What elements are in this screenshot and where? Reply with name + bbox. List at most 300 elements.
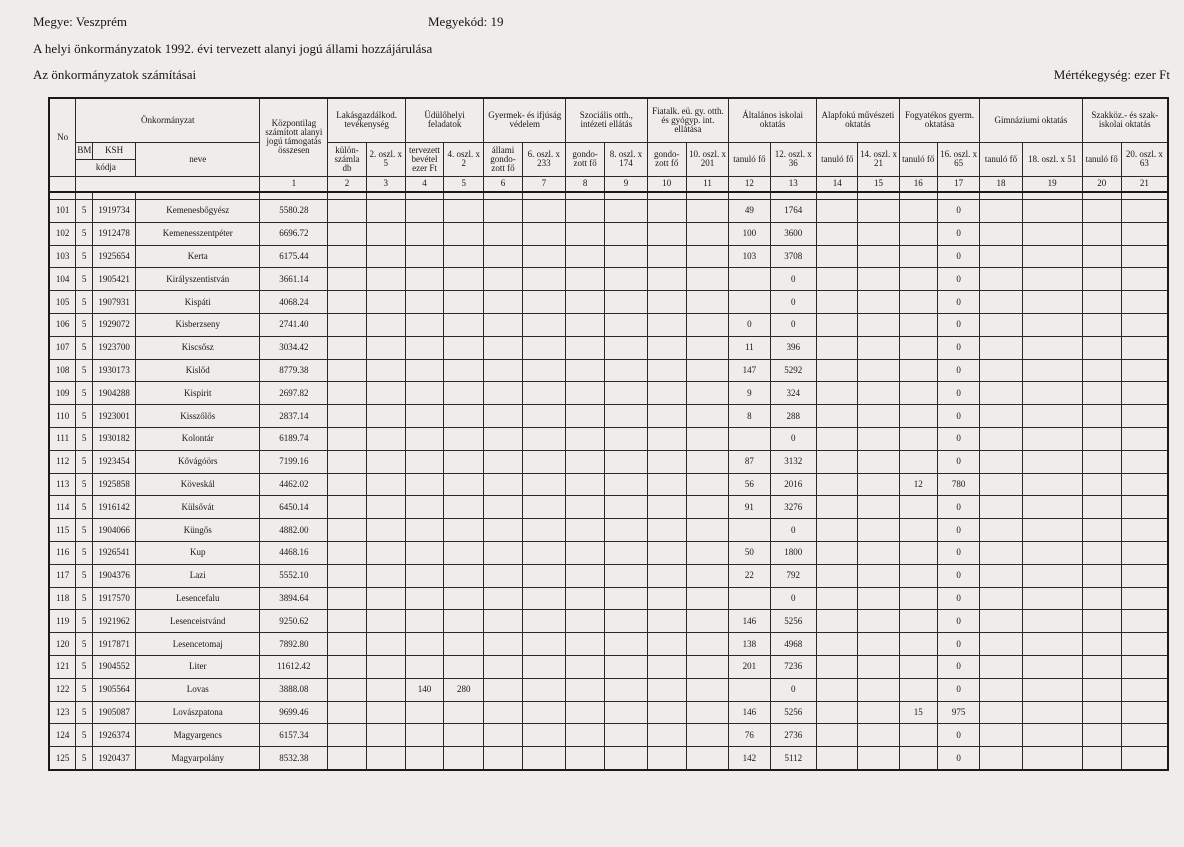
row-col6 bbox=[484, 724, 522, 747]
header-colnum: 7 bbox=[522, 176, 565, 192]
row-no: 114 bbox=[49, 496, 76, 519]
row-col5 bbox=[444, 268, 484, 291]
row-col10 bbox=[647, 610, 686, 633]
row-col13: 5256 bbox=[770, 610, 817, 633]
row-col12 bbox=[729, 587, 770, 610]
row-name: Kemenesszentpéter bbox=[136, 222, 260, 245]
row-total: 6450.14 bbox=[260, 496, 328, 519]
row-col20 bbox=[1082, 564, 1121, 587]
row-col4 bbox=[405, 291, 443, 314]
row-col7 bbox=[522, 541, 565, 564]
header-sub-7: 6. oszl. x 233 bbox=[522, 142, 565, 176]
row-col12: 201 bbox=[729, 655, 770, 678]
row-bm: 5 bbox=[76, 291, 93, 314]
row-col6 bbox=[484, 610, 522, 633]
row-col21 bbox=[1121, 747, 1168, 770]
row-col2 bbox=[328, 519, 366, 542]
row-col14 bbox=[817, 519, 858, 542]
row-col21 bbox=[1121, 564, 1168, 587]
row-col10 bbox=[647, 336, 686, 359]
row-bm: 5 bbox=[76, 541, 93, 564]
row-col9 bbox=[605, 496, 647, 519]
row-col3 bbox=[366, 222, 405, 245]
row-bm: 5 bbox=[76, 724, 93, 747]
row-col3 bbox=[366, 427, 405, 450]
row-col5 bbox=[444, 450, 484, 473]
row-col14 bbox=[817, 655, 858, 678]
row-col16 bbox=[899, 633, 937, 656]
row-col15 bbox=[858, 701, 899, 724]
row-col11 bbox=[686, 405, 728, 428]
row-col21 bbox=[1121, 405, 1168, 428]
row-col14 bbox=[817, 382, 858, 405]
row-col11 bbox=[686, 359, 728, 382]
row-col6 bbox=[484, 291, 522, 314]
row-col3 bbox=[366, 359, 405, 382]
row-col21 bbox=[1121, 633, 1168, 656]
row-col12: 146 bbox=[729, 610, 770, 633]
row-col8 bbox=[566, 678, 605, 701]
row-no: 102 bbox=[49, 222, 76, 245]
row-col20 bbox=[1082, 724, 1121, 747]
row-col6 bbox=[484, 268, 522, 291]
row-col12: 146 bbox=[729, 701, 770, 724]
row-no: 113 bbox=[49, 473, 76, 496]
table-row bbox=[49, 724, 1168, 747]
row-col4 bbox=[405, 747, 443, 770]
row-col15 bbox=[858, 519, 899, 542]
row-col7 bbox=[522, 245, 565, 268]
row-col10 bbox=[647, 245, 686, 268]
row-col17: 0 bbox=[937, 541, 979, 564]
row-col6 bbox=[484, 245, 522, 268]
row-col19 bbox=[1022, 564, 1082, 587]
row-col10 bbox=[647, 519, 686, 542]
row-total: 4068.24 bbox=[260, 291, 328, 314]
row-col12: 76 bbox=[729, 724, 770, 747]
row-col18 bbox=[980, 382, 1022, 405]
header-sub-6: állami gondo-zott fő bbox=[484, 142, 522, 176]
row-col2 bbox=[328, 678, 366, 701]
row-name: Kisberzseny bbox=[136, 313, 260, 336]
row-col10 bbox=[647, 313, 686, 336]
row-no: 120 bbox=[49, 633, 76, 656]
header-group-2: Üdülőhelyi feladatok bbox=[405, 98, 484, 142]
row-name: Külsővát bbox=[136, 496, 260, 519]
row-col6 bbox=[484, 222, 522, 245]
row-col9 bbox=[605, 382, 647, 405]
row-col11 bbox=[686, 222, 728, 245]
row-col13: 3708 bbox=[770, 245, 817, 268]
row-col9 bbox=[605, 245, 647, 268]
table-row bbox=[49, 222, 1168, 245]
row-col5 bbox=[444, 496, 484, 519]
row-col19 bbox=[1022, 359, 1082, 382]
row-col3 bbox=[366, 747, 405, 770]
row-name: Lesenceistvánd bbox=[136, 610, 260, 633]
county-code-label: Megyekód: 19 bbox=[428, 14, 504, 29]
row-col16 bbox=[899, 587, 937, 610]
row-col18 bbox=[980, 541, 1022, 564]
header-sub-11: 10. oszl. x 201 bbox=[686, 142, 728, 176]
header-group-10: Szakköz.- és szak-iskolai oktatás bbox=[1082, 98, 1168, 142]
row-col15 bbox=[858, 291, 899, 314]
row-col17: 0 bbox=[937, 427, 979, 450]
header-num-blank bbox=[76, 176, 260, 192]
row-col21 bbox=[1121, 496, 1168, 519]
row-col12: 103 bbox=[729, 245, 770, 268]
row-col14 bbox=[817, 245, 858, 268]
row-col12: 138 bbox=[729, 633, 770, 656]
header-onkormanyzat: Önkormányzat bbox=[76, 98, 260, 142]
row-col3 bbox=[366, 610, 405, 633]
row-col14 bbox=[817, 701, 858, 724]
row-col3 bbox=[366, 701, 405, 724]
row-col12: 49 bbox=[729, 200, 770, 223]
row-col17: 0 bbox=[937, 336, 979, 359]
row-name: Kővágóörs bbox=[136, 450, 260, 473]
header-sub-12: tanuló fő bbox=[729, 142, 770, 176]
row-col20 bbox=[1082, 382, 1121, 405]
row-total: 5580.28 bbox=[260, 200, 328, 223]
row-col4 bbox=[405, 587, 443, 610]
row-col4 bbox=[405, 496, 443, 519]
row-col11 bbox=[686, 450, 728, 473]
row-col18 bbox=[980, 336, 1022, 359]
row-col19 bbox=[1022, 655, 1082, 678]
row-col8 bbox=[566, 291, 605, 314]
row-col20 bbox=[1082, 633, 1121, 656]
row-col13: 0 bbox=[770, 587, 817, 610]
row-col21 bbox=[1121, 541, 1168, 564]
row-col21 bbox=[1121, 678, 1168, 701]
row-col12: 11 bbox=[729, 336, 770, 359]
header-colnum: 4 bbox=[405, 176, 443, 192]
row-col16 bbox=[899, 496, 937, 519]
table-row bbox=[49, 701, 1168, 724]
row-col12 bbox=[729, 427, 770, 450]
row-col13: 0 bbox=[770, 268, 817, 291]
row-col15 bbox=[858, 245, 899, 268]
row-col4 bbox=[405, 519, 443, 542]
header-kodja: kódja bbox=[76, 159, 136, 176]
row-no: 125 bbox=[49, 747, 76, 770]
row-name: Köveskál bbox=[136, 473, 260, 496]
row-col10 bbox=[647, 405, 686, 428]
row-total: 6157.34 bbox=[260, 724, 328, 747]
row-col14 bbox=[817, 473, 858, 496]
header-sub-10: gondo-zott fő bbox=[647, 142, 686, 176]
row-col21 bbox=[1121, 313, 1168, 336]
row-ksh: 1907931 bbox=[92, 291, 135, 314]
row-col17: 0 bbox=[937, 678, 979, 701]
row-total: 5552.10 bbox=[260, 564, 328, 587]
row-col19 bbox=[1022, 382, 1082, 405]
row-col5 bbox=[444, 200, 484, 223]
row-col19 bbox=[1022, 701, 1082, 724]
row-col2 bbox=[328, 496, 366, 519]
row-col13: 792 bbox=[770, 564, 817, 587]
row-total: 8532.38 bbox=[260, 747, 328, 770]
row-col9 bbox=[605, 519, 647, 542]
row-ksh: 1916142 bbox=[92, 496, 135, 519]
row-col6 bbox=[484, 633, 522, 656]
row-col16 bbox=[899, 336, 937, 359]
row-col14 bbox=[817, 678, 858, 701]
row-col9 bbox=[605, 564, 647, 587]
row-col10 bbox=[647, 473, 686, 496]
row-col4 bbox=[405, 541, 443, 564]
row-ksh: 1904552 bbox=[92, 655, 135, 678]
row-name: Liter bbox=[136, 655, 260, 678]
row-col11 bbox=[686, 610, 728, 633]
row-col6 bbox=[484, 359, 522, 382]
row-bm: 5 bbox=[76, 633, 93, 656]
row-no: 106 bbox=[49, 313, 76, 336]
row-col14 bbox=[817, 450, 858, 473]
row-col12: 142 bbox=[729, 747, 770, 770]
row-no: 108 bbox=[49, 359, 76, 382]
row-col11 bbox=[686, 633, 728, 656]
row-col7 bbox=[522, 200, 565, 223]
row-col7 bbox=[522, 291, 565, 314]
row-col19 bbox=[1022, 678, 1082, 701]
row-col6 bbox=[484, 541, 522, 564]
table-row bbox=[49, 473, 1168, 496]
row-col13: 0 bbox=[770, 519, 817, 542]
header-sub-9: 8. oszl. x 174 bbox=[605, 142, 647, 176]
row-col6 bbox=[484, 473, 522, 496]
row-total: 3894.64 bbox=[260, 587, 328, 610]
table-row bbox=[49, 405, 1168, 428]
row-col9 bbox=[605, 427, 647, 450]
row-col16 bbox=[899, 245, 937, 268]
row-col16 bbox=[899, 450, 937, 473]
row-total: 7199.16 bbox=[260, 450, 328, 473]
row-ksh: 1912478 bbox=[92, 222, 135, 245]
header-colnum: 10 bbox=[647, 176, 686, 192]
row-col20 bbox=[1082, 655, 1121, 678]
row-col4 bbox=[405, 222, 443, 245]
row-col7 bbox=[522, 724, 565, 747]
row-bm: 5 bbox=[76, 519, 93, 542]
row-bm: 5 bbox=[76, 655, 93, 678]
row-col4 bbox=[405, 701, 443, 724]
table-row bbox=[49, 427, 1168, 450]
row-col21 bbox=[1121, 200, 1168, 223]
row-col13: 396 bbox=[770, 336, 817, 359]
row-col11 bbox=[686, 701, 728, 724]
table-row bbox=[49, 450, 1168, 473]
row-col13: 5292 bbox=[770, 359, 817, 382]
row-col5 bbox=[444, 633, 484, 656]
row-col2 bbox=[328, 701, 366, 724]
row-col11 bbox=[686, 541, 728, 564]
row-col14 bbox=[817, 313, 858, 336]
row-col8 bbox=[566, 336, 605, 359]
row-col2 bbox=[328, 655, 366, 678]
header-sub-21: 20. oszl. x 63 bbox=[1121, 142, 1168, 176]
row-col18 bbox=[980, 724, 1022, 747]
row-col15 bbox=[858, 268, 899, 291]
row-col21 bbox=[1121, 382, 1168, 405]
row-name: Lesencefalu bbox=[136, 587, 260, 610]
row-name: Kispáti bbox=[136, 291, 260, 314]
row-col15 bbox=[858, 336, 899, 359]
row-col17: 0 bbox=[937, 633, 979, 656]
row-col15 bbox=[858, 427, 899, 450]
row-col7 bbox=[522, 268, 565, 291]
row-col7 bbox=[522, 359, 565, 382]
row-name: Kiscsősz bbox=[136, 336, 260, 359]
row-ksh: 1905087 bbox=[92, 701, 135, 724]
document-subtitle: Az önkormányzatok számításai bbox=[33, 67, 197, 82]
table-row bbox=[49, 655, 1168, 678]
row-bm: 5 bbox=[76, 405, 93, 428]
row-col20 bbox=[1082, 427, 1121, 450]
row-col2 bbox=[328, 427, 366, 450]
row-bm: 5 bbox=[76, 496, 93, 519]
row-col16 bbox=[899, 610, 937, 633]
header-group-7: Alapfokú művészeti oktatás bbox=[817, 98, 900, 142]
row-col10 bbox=[647, 655, 686, 678]
row-no: 121 bbox=[49, 655, 76, 678]
row-col3 bbox=[366, 291, 405, 314]
row-col14 bbox=[817, 541, 858, 564]
header-group-4: Szociális otth., intézeti ellátás bbox=[566, 98, 648, 142]
row-col16 bbox=[899, 519, 937, 542]
row-col19 bbox=[1022, 587, 1082, 610]
row-col18 bbox=[980, 222, 1022, 245]
row-col12 bbox=[729, 519, 770, 542]
row-col17: 0 bbox=[937, 587, 979, 610]
row-col5 bbox=[444, 724, 484, 747]
table-row bbox=[49, 268, 1168, 291]
row-col21 bbox=[1121, 336, 1168, 359]
row-col18 bbox=[980, 359, 1022, 382]
row-col17: 780 bbox=[937, 473, 979, 496]
row-no: 117 bbox=[49, 564, 76, 587]
row-total: 2697.82 bbox=[260, 382, 328, 405]
row-col14 bbox=[817, 222, 858, 245]
header-neve: neve bbox=[136, 142, 260, 176]
row-col5 bbox=[444, 245, 484, 268]
row-col7 bbox=[522, 405, 565, 428]
row-col9 bbox=[605, 541, 647, 564]
header-sub-17: 16. oszl. x 65 bbox=[937, 142, 979, 176]
row-col9 bbox=[605, 313, 647, 336]
county-label: Megye: Veszprém bbox=[33, 14, 127, 29]
row-bm: 5 bbox=[76, 336, 93, 359]
row-col10 bbox=[647, 291, 686, 314]
row-bm: 5 bbox=[76, 382, 93, 405]
row-col7 bbox=[522, 336, 565, 359]
row-col12 bbox=[729, 678, 770, 701]
row-col2 bbox=[328, 222, 366, 245]
row-col14 bbox=[817, 724, 858, 747]
row-col13: 1764 bbox=[770, 200, 817, 223]
row-col17: 0 bbox=[937, 245, 979, 268]
row-name: Kerta bbox=[136, 245, 260, 268]
row-col2 bbox=[328, 610, 366, 633]
row-col10 bbox=[647, 633, 686, 656]
header-group-6: Általános iskolai oktatás bbox=[729, 98, 817, 142]
row-col18 bbox=[980, 200, 1022, 223]
row-col9 bbox=[605, 633, 647, 656]
table-row bbox=[49, 336, 1168, 359]
row-col19 bbox=[1022, 496, 1082, 519]
row-col2 bbox=[328, 587, 366, 610]
row-col14 bbox=[817, 336, 858, 359]
row-col18 bbox=[980, 245, 1022, 268]
row-col10 bbox=[647, 268, 686, 291]
row-name: Kispirit bbox=[136, 382, 260, 405]
row-col18 bbox=[980, 747, 1022, 770]
row-col21 bbox=[1121, 450, 1168, 473]
row-col19 bbox=[1022, 633, 1082, 656]
row-col11 bbox=[686, 336, 728, 359]
header-colnum: 1 bbox=[260, 176, 328, 192]
row-col17: 0 bbox=[937, 519, 979, 542]
header-sub-14: tanuló fő bbox=[817, 142, 858, 176]
header-colnum: 2 bbox=[328, 176, 366, 192]
table-row bbox=[49, 678, 1168, 701]
header-colnum: 20 bbox=[1082, 176, 1121, 192]
row-col21 bbox=[1121, 222, 1168, 245]
row-col7 bbox=[522, 610, 565, 633]
row-col16 bbox=[899, 541, 937, 564]
row-col12: 8 bbox=[729, 405, 770, 428]
row-col5 bbox=[444, 336, 484, 359]
row-col13: 288 bbox=[770, 405, 817, 428]
row-col8 bbox=[566, 747, 605, 770]
table-row bbox=[49, 564, 1168, 587]
row-col19 bbox=[1022, 245, 1082, 268]
header-colnum: 13 bbox=[770, 176, 817, 192]
row-col7 bbox=[522, 747, 565, 770]
row-total: 2837.14 bbox=[260, 405, 328, 428]
row-bm: 5 bbox=[76, 610, 93, 633]
row-col19 bbox=[1022, 336, 1082, 359]
row-col18 bbox=[980, 313, 1022, 336]
row-no: 115 bbox=[49, 519, 76, 542]
row-col20 bbox=[1082, 200, 1121, 223]
row-col15 bbox=[858, 564, 899, 587]
row-col17: 975 bbox=[937, 701, 979, 724]
row-col4 bbox=[405, 200, 443, 223]
row-col15 bbox=[858, 222, 899, 245]
row-col18 bbox=[980, 496, 1022, 519]
row-col18 bbox=[980, 633, 1022, 656]
row-col10 bbox=[647, 222, 686, 245]
row-col8 bbox=[566, 519, 605, 542]
row-ksh: 1917871 bbox=[92, 633, 135, 656]
row-col11 bbox=[686, 747, 728, 770]
row-col13: 2016 bbox=[770, 473, 817, 496]
row-col10 bbox=[647, 747, 686, 770]
row-col5 bbox=[444, 382, 484, 405]
row-col18 bbox=[980, 701, 1022, 724]
row-col10 bbox=[647, 564, 686, 587]
row-col20 bbox=[1082, 359, 1121, 382]
row-total: 8779.38 bbox=[260, 359, 328, 382]
row-col16: 12 bbox=[899, 473, 937, 496]
row-col13: 0 bbox=[770, 678, 817, 701]
row-col5 bbox=[444, 747, 484, 770]
header-group-5: Fiatalk. eü. gy. otth. és gyógyp. int. ellátása bbox=[647, 98, 729, 142]
row-col3 bbox=[366, 496, 405, 519]
row-name: Kemenesbőgyész bbox=[136, 200, 260, 223]
